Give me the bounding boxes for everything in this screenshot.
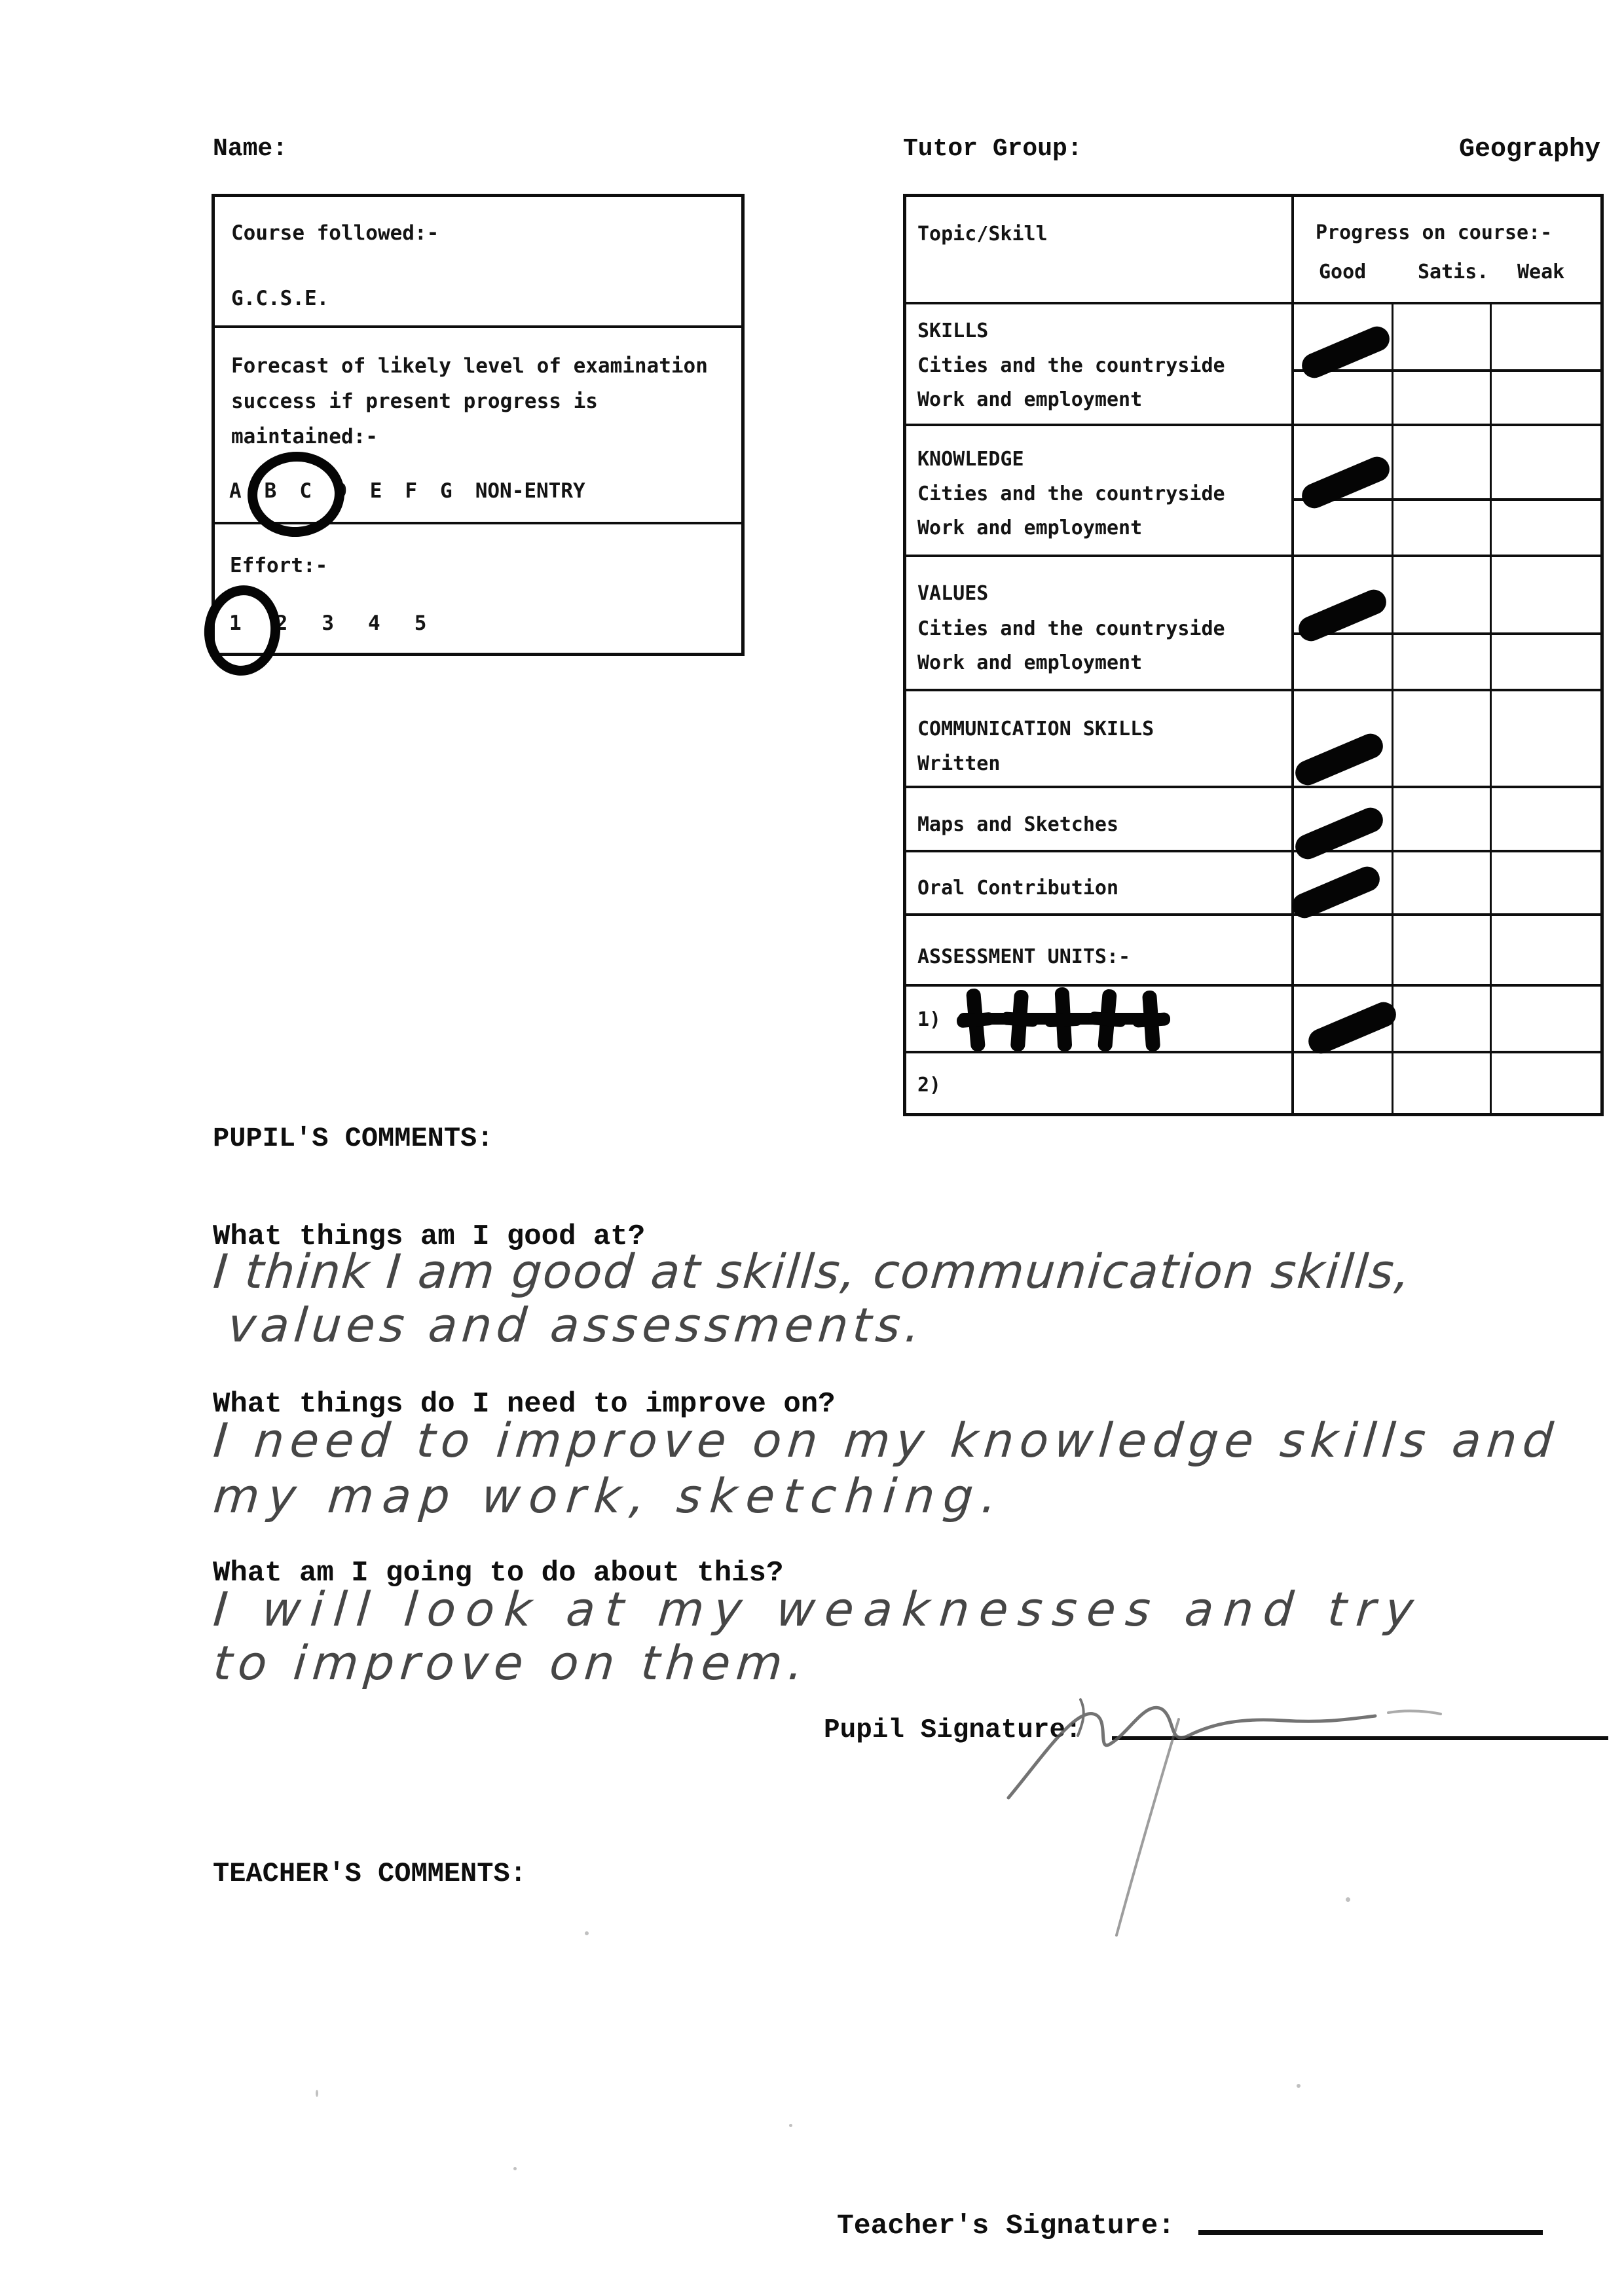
section-title: Maps and Sketches [917, 813, 1119, 836]
grade-option: E [369, 479, 382, 503]
forecast-line: Forecast of likely level of examination [231, 354, 708, 378]
scan-speck [513, 2167, 517, 2170]
question-1: What things am I good at? [213, 1220, 646, 1253]
assessment-scribble [953, 982, 1175, 1061]
effort-option: 2 [275, 611, 288, 635]
table-gridline [903, 913, 1604, 916]
answer-line: values and assessments. [225, 1298, 927, 1353]
effort-option: 5 [414, 611, 427, 635]
section-title: SKILLS [917, 319, 989, 342]
grade-option: NON-ENTRY [475, 479, 585, 503]
question-2: What things do I need to improve on? [213, 1388, 836, 1421]
table-gridline [903, 689, 1604, 691]
course-followed-label: Course followed:- [231, 221, 439, 245]
section-title: VALUES [917, 582, 989, 605]
scan-speck [585, 1931, 589, 1935]
answer-line: my map work, sketching. [211, 1468, 1008, 1523]
effort-label: Effort:- [230, 554, 328, 577]
scan-speck [789, 2124, 792, 2127]
grade-option: F [405, 479, 418, 503]
answer-line: I will look at my weaknesses and try [211, 1582, 1426, 1637]
table-gridline [903, 302, 1604, 304]
good-checkmark [1298, 453, 1393, 512]
name-label: Name: [213, 135, 288, 163]
effort-option: 4 [368, 611, 380, 635]
topic-line: Work and employment [917, 517, 1143, 539]
topic-line: Work and employment [917, 651, 1143, 674]
answer-line: I need to improve on my knowledge skills and [211, 1413, 1561, 1468]
topic-skill-header: Topic/Skill [917, 223, 1048, 246]
table-gridline [903, 850, 1604, 852]
teacher-comments-blank-area [213, 1899, 1588, 2174]
course-box-divider [212, 325, 745, 328]
scan-speck [1346, 1897, 1350, 1902]
table-subdivider [1291, 632, 1604, 635]
grade-option: A [229, 479, 242, 503]
good-checkmark [1291, 730, 1387, 789]
section-title: Oral Contribution [917, 877, 1119, 900]
good-checkmark [1291, 804, 1387, 863]
table-gridline [903, 194, 906, 1116]
section-title: 1) [917, 1008, 942, 1031]
rating-column-weak: Weak [1517, 261, 1565, 283]
good-checkmark [1295, 586, 1390, 645]
progress-header: Progress on course:- [1316, 221, 1553, 244]
teacher-signature-label: Teacher's Signature: [837, 2210, 1175, 2242]
grade-option: B [264, 479, 277, 503]
section-title: ASSESSMENT UNITS:- [917, 945, 1131, 968]
grade-option: G [440, 479, 452, 503]
topic-line: Cities and the countryside [917, 354, 1225, 377]
topic-line: Work and employment [917, 388, 1143, 411]
table-subdivider [1291, 369, 1604, 372]
forecast-line: success if present progress is [231, 390, 598, 413]
table-gridline [903, 1113, 1604, 1116]
table-gridline [903, 555, 1604, 557]
topic-line: Cities and the countryside [917, 617, 1225, 640]
effort-option: 1 [229, 611, 242, 635]
tutor-group-label: Tutor Group: [903, 135, 1082, 163]
table-gridline [903, 424, 1604, 426]
answer-line: to improve on them. [211, 1635, 812, 1690]
good-checkmark [1304, 998, 1400, 1057]
scan-speck [1297, 2084, 1301, 2088]
teacher-signature-line [1198, 2230, 1543, 2235]
table-gridline [903, 786, 1604, 788]
subject-title: Geography [1459, 135, 1601, 164]
rating-column-good: Good [1319, 261, 1367, 283]
table-gridline [903, 194, 1604, 197]
pupil-signature-label: Pupil Signature: [824, 1715, 1082, 1745]
course-value: G.C.S.E. [231, 287, 329, 310]
topic-line: Cities and the countryside [917, 483, 1225, 505]
table-gridline [1600, 194, 1604, 1116]
section-title: 2) [917, 1074, 942, 1097]
grade-option: C [299, 479, 312, 503]
section-title: COMMUNICATION SKILLS [917, 718, 1154, 740]
section-title: KNOWLEDGE [917, 448, 1024, 471]
scan-speck [316, 2090, 318, 2097]
topic-line: Written [917, 752, 1001, 775]
question-3: What am I going to do about this? [213, 1557, 784, 1590]
answer-line: I think I am good at skills, communication skills, [211, 1244, 1414, 1299]
teachers-comments-heading: TEACHER'S COMMENTS: [213, 1858, 526, 1889]
good-checkmark [1298, 323, 1393, 382]
effort-option: 3 [322, 611, 335, 635]
rating-column-satis: Satis. [1418, 261, 1489, 283]
pupil-comments-heading: PUPIL'S COMMENTS: [213, 1123, 494, 1154]
forecast-line: maintained:- [231, 425, 378, 448]
table-gridline [1291, 194, 1294, 1116]
grade-option: D [335, 479, 347, 503]
